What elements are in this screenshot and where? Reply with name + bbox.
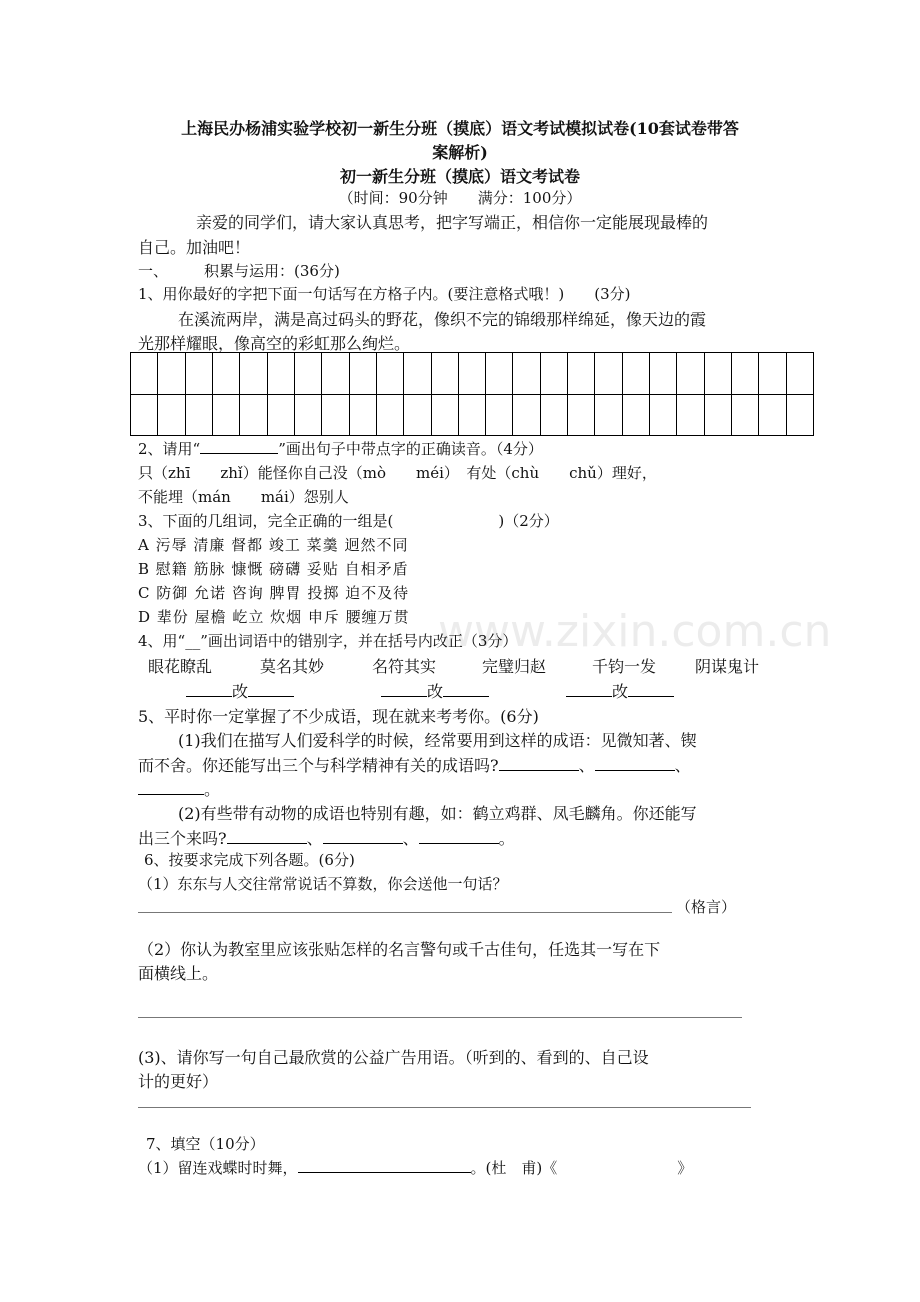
q5-part1-question: 而不舍。你还能写出三个与科学精神有关的成语吗? <box>138 756 499 775</box>
q6-part2-line1: （2）你认为教室里应该张贴怎样的名言警句或千古佳句，任选其一写在下 <box>138 940 661 959</box>
grid-cell[interactable] <box>432 395 459 437</box>
q2-prompt-pre: 2、请用“ <box>138 440 201 458</box>
q4-blank-wrong-1[interactable] <box>186 696 232 697</box>
exam-meta: （时间：90分钟 满分：100分） <box>338 189 582 207</box>
q4-word-3: 名符其实 <box>372 657 437 676</box>
q5-part2-blank-2[interactable] <box>323 843 403 844</box>
grid-cell[interactable] <box>322 353 349 395</box>
grid-cell[interactable] <box>213 395 240 437</box>
q4-blank-right-2[interactable] <box>443 696 489 697</box>
q3-option-c: C 防御 允诺 咨询 脾胃 投掷 迫不及待 <box>138 584 410 602</box>
q4-blank-wrong-2[interactable] <box>381 696 427 697</box>
q6-part1: （1）东东与人交往常常说话不算数，你会送他一句话？ <box>138 875 508 893</box>
doc-title-line1: 上海民办杨浦实验学校初一新生分班（摸底）语文考试模拟试卷(10套试卷带答 <box>181 119 739 138</box>
grid-cell[interactable] <box>513 395 540 437</box>
q4-prompt: 4、用“__”画出词语中的错别字，并在括号内改正（3分） <box>138 632 518 650</box>
q4-blank-right-1[interactable] <box>248 696 294 697</box>
q6-part2-answer-line[interactable] <box>138 1017 742 1018</box>
grid-cell[interactable] <box>595 353 622 395</box>
grid-cell[interactable] <box>240 395 267 437</box>
q4-word-4: 完璧归赵 <box>482 657 547 676</box>
grid-cell[interactable] <box>459 353 486 395</box>
q5-part2-blank-3[interactable] <box>419 843 499 844</box>
q4-blank-wrong-3[interactable] <box>566 696 612 697</box>
q5-period: 。 <box>498 829 515 848</box>
grid-cell[interactable] <box>650 395 677 437</box>
q2-line1: 只（zhī zhǐ）能怪你自己没（mò méi） 有处（chù chǔ）理好， <box>138 464 657 482</box>
q3-option-a: A 污辱 清廉 督都 竣工 菜羹 迥然不同 <box>138 536 409 554</box>
grid-cell[interactable] <box>705 395 732 437</box>
q5-part1-blank-1[interactable] <box>499 770 579 771</box>
grid-cell[interactable] <box>158 395 185 437</box>
grid-cell[interactable] <box>732 395 759 437</box>
grid-cell[interactable] <box>787 353 814 395</box>
watermark: www.zixin.com.cn <box>438 606 832 657</box>
grid-cell[interactable] <box>486 395 513 437</box>
exam-title: 初一新生分班（摸底）语文考试卷 <box>339 167 580 186</box>
section-1-title: 积累与运用：(36分) <box>204 262 340 280</box>
grid-cell[interactable] <box>650 353 677 395</box>
intro-line1: 亲爱的同学们，请大家认真思考，把字写端正，相信你一定能展现最棒的 <box>196 213 709 232</box>
q5-separator: 、 <box>306 829 323 848</box>
q1-passage-line2: 光那样耀眼，像高空的彩虹那么绚烂。 <box>138 334 411 353</box>
q7-prompt: 7、填空（10分） <box>146 1135 265 1153</box>
q4-correction-2 <box>381 679 489 702</box>
q5-part2-line1: (2)有些带有动物的成语也特别有趣，如：鹤立鸡群、凤毛麟角。你还能写 <box>178 804 697 823</box>
grid-cell[interactable] <box>513 353 540 395</box>
grid-cell[interactable] <box>158 353 185 395</box>
q4-correction-3 <box>566 679 674 702</box>
grid-cell[interactable] <box>623 395 650 437</box>
grid-cell[interactable] <box>459 395 486 437</box>
q6-part3-line1: (3)、请你写一句自己最欣赏的公益广告用语。（听到的、看到的、自己设 <box>138 1048 649 1067</box>
grid-cell[interactable] <box>295 395 322 437</box>
grid-cell[interactable] <box>268 395 295 437</box>
q6-part2-line2: 面横线上。 <box>138 964 219 983</box>
grid-cell[interactable] <box>322 395 349 437</box>
q6-part1-suffix: （格言） <box>676 898 737 916</box>
grid-cell[interactable] <box>350 395 377 437</box>
q2-prompt-post: ”画出句子中带点字的正确读音。（4分） <box>278 440 543 458</box>
q5-separator: 、 <box>578 756 595 775</box>
q4-word-1: 眼花瞭乱 <box>148 657 213 676</box>
q5-part1-line3 <box>138 777 220 800</box>
q4-change-label: 改 <box>612 682 629 701</box>
q5-part1-line1: (1)我们在描写人们爱科学的时候，经常要用到这样的成语：见微知著、锲 <box>178 731 697 750</box>
grid-cell[interactable] <box>677 395 704 437</box>
q4-blank-right-3[interactable] <box>628 696 674 697</box>
q4-change-label: 改 <box>427 682 444 701</box>
grid-cell[interactable] <box>486 353 513 395</box>
grid-cell[interactable] <box>595 395 622 437</box>
q6-part3-line2: 计的更好） <box>138 1072 219 1091</box>
q4-word-6: 阴谋鬼计 <box>695 657 760 676</box>
q7-item-1-blank[interactable] <box>298 1172 471 1173</box>
grid-cell[interactable] <box>295 353 322 395</box>
section-1-number: 一、 <box>138 262 169 280</box>
grid-cell[interactable] <box>350 353 377 395</box>
grid-cell[interactable] <box>432 353 459 395</box>
q1-prompt: 1、用你最好的字把下面一句话写在方格子内。(要注意格式哦！) (3分) <box>138 285 631 303</box>
grid-cell[interactable] <box>623 353 650 395</box>
grid-cell[interactable] <box>186 353 213 395</box>
q4-change-label: 改 <box>232 682 249 701</box>
grid-cell[interactable] <box>759 395 786 437</box>
grid-cell[interactable] <box>568 395 595 437</box>
grid-cell[interactable] <box>732 353 759 395</box>
grid-cell[interactable] <box>131 395 158 437</box>
grid-cell[interactable] <box>759 353 786 395</box>
grid-cell[interactable] <box>404 353 431 395</box>
q5-separator: 、 <box>674 756 691 775</box>
q4-correction-1 <box>186 679 294 702</box>
doc-title-line2: 案解析) <box>432 143 488 162</box>
q7-item-1-close: 》 <box>677 1159 693 1177</box>
q7-item-1-text: （1）留连戏蝶时时舞， <box>138 1159 298 1177</box>
q3-prompt: 3、下面的几组词，完全正确的一组是( )（2分） <box>138 512 559 530</box>
q3-option-d: D 辈份 屋檐 屹立 炊烟 申斥 腰缠万贯 <box>138 608 410 626</box>
q5-part2-question: 出三个来吗? <box>138 829 227 848</box>
q6-part1-answer-line[interactable] <box>138 912 672 913</box>
q5-part1-blank-2[interactable] <box>595 770 675 771</box>
grid-cell[interactable] <box>213 353 240 395</box>
q3-option-b: B 慰籍 筋脉 慷慨 磅礴 妥贴 自相矛盾 <box>138 560 409 578</box>
grid-cell[interactable] <box>268 353 295 395</box>
q5-part2-blank-1[interactable] <box>227 843 307 844</box>
grid-cell[interactable] <box>404 395 431 437</box>
q2-prompt <box>138 438 543 459</box>
q4-word-2: 莫名其妙 <box>260 657 325 676</box>
q5-part2-line2 <box>138 826 515 849</box>
grid-cell[interactable] <box>240 353 267 395</box>
grid-cell[interactable] <box>787 395 814 437</box>
grid-cell[interactable] <box>568 353 595 395</box>
q7-item-1 <box>138 1157 692 1178</box>
grid-cell[interactable] <box>541 395 568 437</box>
grid-cell[interactable] <box>677 353 704 395</box>
q7-item-1-author: 。(杜 甫)《 <box>470 1159 558 1177</box>
q5-part1-blank-3[interactable] <box>138 794 204 795</box>
q4-word-5: 千钧一发 <box>592 657 657 676</box>
q5-separator: 、 <box>402 829 419 848</box>
q6-prompt: 6、按要求完成下列各题。(6分) <box>144 851 355 869</box>
grid-cell[interactable] <box>705 353 732 395</box>
q2-underline-sample <box>200 453 278 454</box>
grid-cell[interactable] <box>377 353 404 395</box>
q5-prompt: 5、平时你一定掌握了不少成语，现在就来考考你。(6分) <box>138 707 539 726</box>
intro-line2: 自己。加油吧！ <box>138 238 251 257</box>
q2-line2: 不能埋（mán mái）怨别人 <box>138 488 349 506</box>
q5-part1-line2 <box>138 753 691 776</box>
grid-cell[interactable] <box>131 353 158 395</box>
grid-cell[interactable] <box>541 353 568 395</box>
writing-grid[interactable] <box>130 352 814 436</box>
grid-cell[interactable] <box>186 395 213 437</box>
q6-part3-answer-line[interactable] <box>138 1107 751 1108</box>
grid-cell[interactable] <box>377 395 404 437</box>
q1-passage-line1: 在溪流两岸，满是高过码头的野花，像织不完的锦缎那样绵延，像天边的霞 <box>178 310 707 329</box>
q5-period: 。 <box>204 780 221 799</box>
